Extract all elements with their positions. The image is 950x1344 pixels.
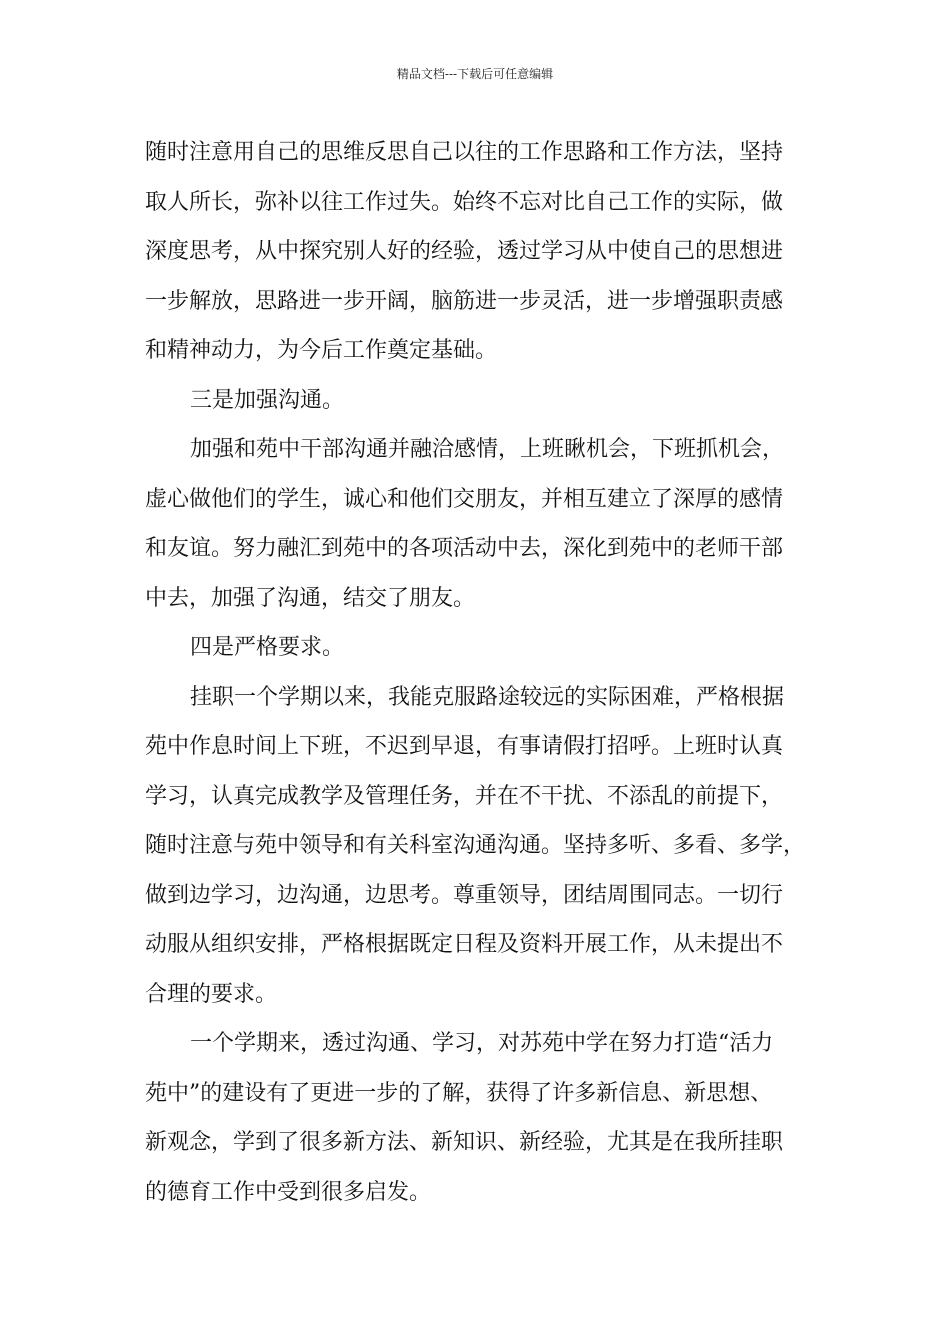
section-heading: 三是加强沟通。 (190, 387, 345, 413)
text-line: 虚心做他们的学生，诚心和他们交朋友，并相互建立了深厚的感情 (145, 486, 784, 512)
section-heading: 四是严格要求。 (190, 635, 345, 660)
text-line: 和精神动力，为今后工作奠定基础。 (145, 338, 498, 363)
text-line: 苑中作息时间上下班，不迟到早退，有事请假打招呼。上班时认真 (145, 734, 784, 759)
text-line: 苑中”的建设有了更进一步的了解，获得了许多新信息、新思想、 (145, 1080, 773, 1106)
text-line: 的德育工作中受到很多启发。 (145, 1179, 432, 1205)
text-line: 新观念，学到了很多新方法、新知识、新经验，尤其是在我所挂职 (145, 1130, 784, 1155)
paragraph-first-line: 一个学期来，透过沟通、学习，对苏苑中学在努力打造“活力 (190, 1031, 774, 1056)
paragraph-first-line: 挂职一个学期以来，我能克服路途较远的实际困难，严格根据 (190, 684, 785, 710)
text-line: 深度思考，从中探究别人好的经验，透过学习从中使自己的思想进 (145, 239, 784, 264)
text-line: 学习，认真完成教学及管理任务，并在不干扰、不添乱的前提下， (145, 783, 784, 809)
paragraph-first-line: 加强和苑中干部沟通并融洽感情，上班瞅机会，下班抓机会， (190, 437, 785, 462)
text-line: 随时注意用自己的思维反思自己以往的工作思路和工作方法，坚持 (145, 140, 784, 165)
document-body (145, 128, 815, 1217)
text-line: 随时注意与苑中领导和有关科室沟通沟通。坚持多听、多看、多学， (145, 833, 806, 858)
text-line: 中去，加强了沟通，结交了朋友。 (145, 585, 476, 611)
text-line: 动服从组织安排，严格根据既定日程及资料开展工作，从未提出不 (145, 932, 784, 957)
text-line: 做到边学习，边沟通，边思考。尊重领导，团结周围同志。一切行 (145, 882, 784, 908)
text-line: 取人所长，弥补以往工作过失。始终不忘对比自己工作的实际，做 (145, 189, 784, 215)
text-line: 一步解放，思路进一步开阔，脑筋进一步灵活，进一步增强职责感 (145, 288, 784, 314)
page-header: 精品文档---下载后可任意编辑 (396, 67, 554, 81)
text-line: 合理的要求。 (145, 981, 278, 1007)
text-line: 和友谊。努力融汇到苑中的各项活动中去，深化到苑中的老师干部 (145, 536, 784, 561)
